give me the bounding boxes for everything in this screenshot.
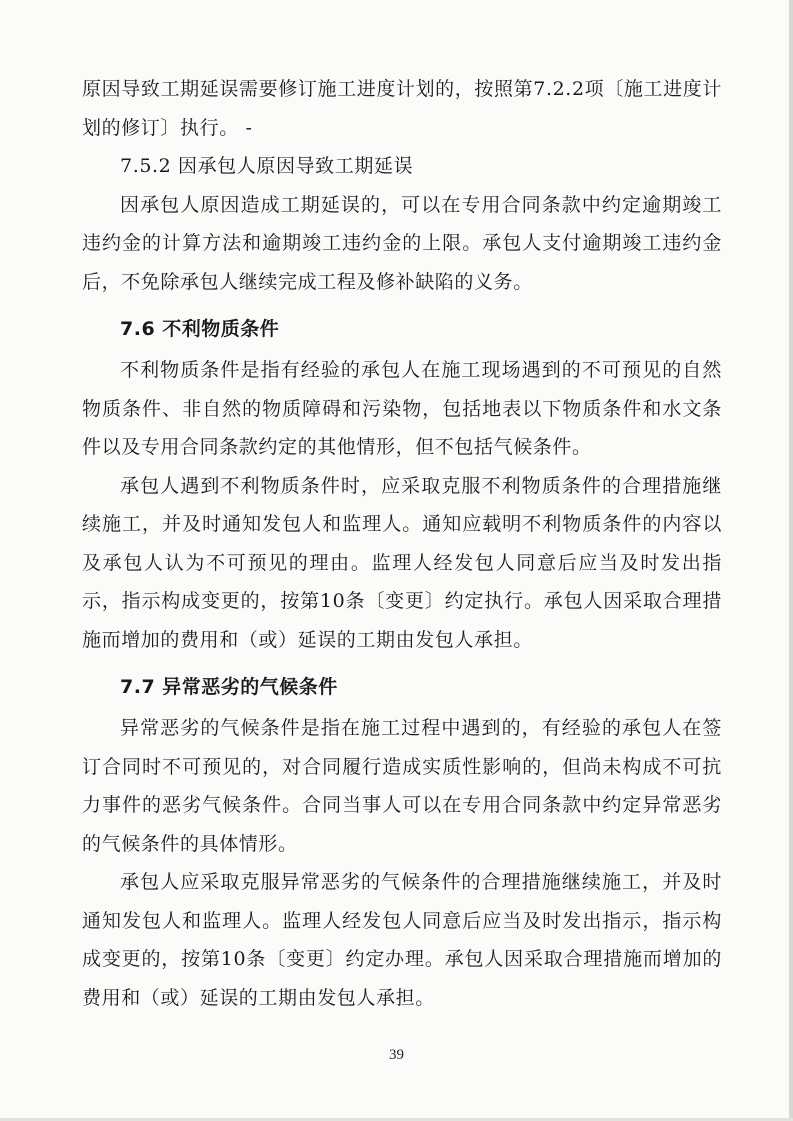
document-page bbox=[82, 70, 722, 1017]
subsection-heading-7-5-2: 7.5.2 因承包人原因导致工期延误 bbox=[120, 155, 414, 177]
paragraph-adverse-conditions-definition: 不利物质条件是指有经验的承包人在施工现场遇到的不可预见的自然物质条件、非自然的物质障碍和污染物，包括地表以下物质条件和水文条件以及专用合同条款约定的其他情形，但不包括气候条件。 bbox=[82, 359, 722, 458]
section-heading-7-6: 7.6 不利物质条件 bbox=[120, 318, 280, 340]
section-heading-7-7: 7.7 异常恶劣的气候条件 bbox=[120, 676, 338, 698]
paragraph-weather-procedure: 承包人应采取克服异常恶劣的气候条件的合理措施继续施工，并及时通知发包人和监理人。监理人经发包人同意后应当及时发出指示，指示构成变更的，按第10条〔变更〕约定办理。承包人因采取合理措施而增加的费用和（或）延误的工期由发包人承担。 bbox=[82, 871, 722, 1009]
paragraph-adverse-conditions-procedure: 承包人遇到不利物质条件时，应采取克服不利物质条件的合理措施继续施工，并及时通知发包人和监理人。通知应载明不利物质条件的内容以及承包人认为不可预见的理由。监理人经发包人同意后应当及时发出指示，指示构成变更的，按第10条〔变更〕约定执行。承包人因采取合理措施而增加的费用和（或）延误的工期由发包人承担。 bbox=[82, 474, 722, 651]
scan-edge-right bbox=[789, 0, 793, 1121]
paragraph-delay-penalty: 因承包人原因造成工期延误的，可以在专用合同条款中约定逾期竣工违约金的计算方法和逾期竣工违约金的上限。承包人支付逾期竣工违约金后，不免除承包人继续完成工程及修补缺陷的义务。 bbox=[82, 193, 722, 293]
page-number: 39 bbox=[389, 1047, 404, 1063]
paragraph-continuation: 原因导致工期延误需要修订施工进度计划的，按照第7.2.2项〔施工进度计划的修订〕执行。 - bbox=[82, 78, 722, 139]
paragraph-weather-definition: 异常恶劣的气候条件是指在施工过程中遇到的，有经验的承包人在签订合同时不可预见的，对合同履行造成实质性影响的，但尚未构成不可抗力事件的恶劣气候条件。合同当事人可以在专用合同条款中约定异常恶劣的气候条件的具体情形。 bbox=[82, 717, 722, 855]
